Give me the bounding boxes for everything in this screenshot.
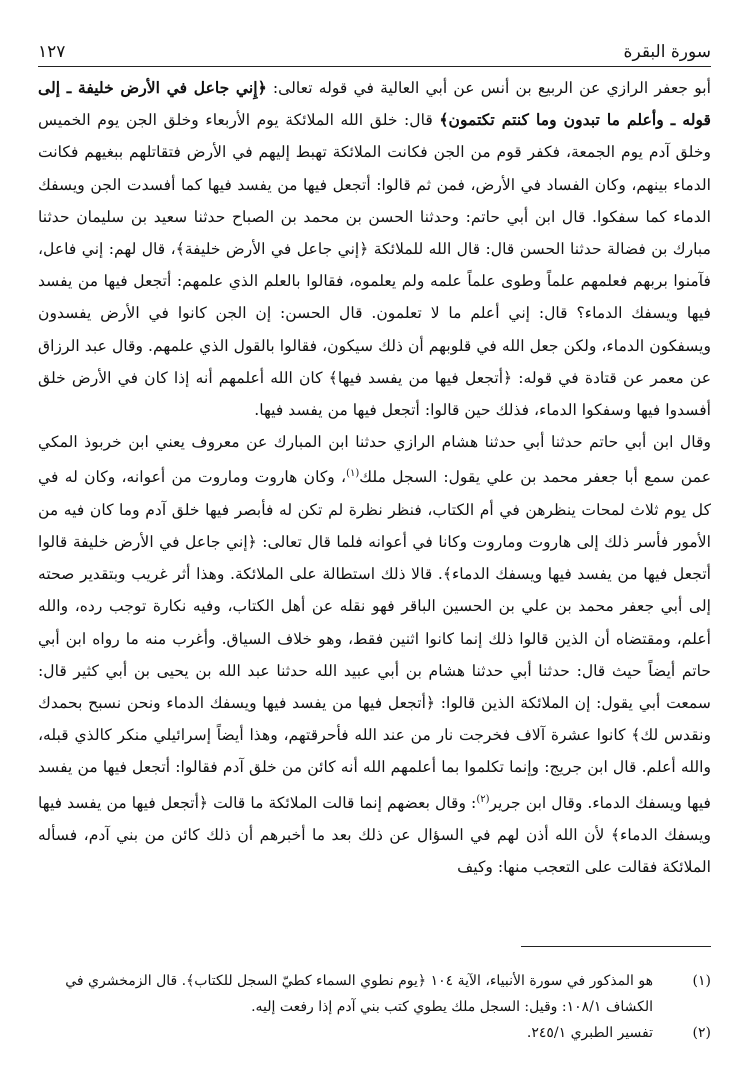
page-number: ١٢٧ — [38, 42, 66, 62]
text-run: ، وكان هاروت وماروت من أعوانه، وكان له في كل يوم ثلاث لمحات ينظرهن في أم الكتاب، فنظر نظرة لم تكن له فأبصر فيها خلق آدم وما كان فيه من الأمور فأسر ذلك إلى هاروت وماروت وكانا في أعوانه فلما قال تعالى: ﴿إني جاعل في الأرض خليفة قالوا أتجعل فيها من يفسد فيها ويسفك الدماء﴾. قالا ذلك استطالة على الملائكة. وهذا أثر غريب وبتقدير صحته إلى أبي جعفر محمد بن علي بن الحسين الباقر فهو نقله عن أهل الكتاب، وفيه نكارة توجب رده، والله أعلم، ومقتضاه أن الذين قالوا ذلك إنما كانوا اثنين فقط، وهو خلاف السياق. وأغرب منه ما رواه ابن أبي حاتم أيضاً حيث قال: حدثنا أبي حدثنا هشام بن أبي عبيد الله حدثنا عبد الله بن يحيى بن أبي كثير قال: سمعت أبي يقول: إن الملائكة الذين قالوا: ﴿أتجعل فيها من يفسد فيها ويسفك الدماء ونحن نسبح بحمدك ونقدس لك﴾ كانوا عشرة آلاف فخرجت نار من عند الله فأحرقتهم، وهذا أيضاً إسرائيلي منكر كالذي قبله، والله أعلم. قال ابن جريج: وإنما تكلموا بما أعلمهم الله أنه كائن من خلق آدم فقالوا: أتجعل فيها من يفسد فيها ويسفك الدماء. وقال ابن جرير — [38, 468, 711, 812]
text-run: قال: خلق الله الملائكة يوم الأربعاء وخلق الجن يوم الخميس وخلق آدم يوم الجمعة، فكفر قوم من الجن فكانت الملائكة تهبط إليهم في الأرض فتقاتلهم ببغيهم فكانت الدماء بينهم، وكان الفساد في الأرض، فمن ثم قالوا: أتجعل فيها من يفسد فيها كما أفسدت الجن ويسفك الدماء كما سفكوا. قال ابن أبي حاتم: وحدثنا الحسن بن محمد بن الصباح حدثنا سعيد بن سليمان حدثنا مبارك بن فضالة حدثنا الحسن قال: قال الله للملائكة ﴿إني جاعل في الأرض خليفة﴾، قال لهم: إني فاعل، فآمنوا بربهم فعلمهم علماً وطوى علماً علمه ولم يعلموه، فقالوا بالعلم الذي علمهم: أتجعل فيها من يفسد فيها ويسفك الدماء؟ قال: إني أعلم ما لا تعلمون. قال الحسن: إن الجن كانوا في الأرض يفسدون ويسفكون الدماء، ولكن جعل الله في قلوبهم أن ذلك سيكون، فقالوا بالقول الذي علمهم. وقال عبد الرزاق عن معمر عن قتادة في قوله: ﴿أتجعل فيها من يفسد فيها﴾ كان الله أعلمهم أنه إذا كان في الأرض خلق أفسدوا فيها وسفكوا الدماء، فذلك حين قالوا: أتجعل فيها من يفسد فيها. — [38, 111, 711, 420]
footnote-text: هو المذكور في سورة الأنبياء، الآية ١٠٤ ﴿يوم نطوي السماء كطيّ السجل للكتاب﴾. قال الزمخشري في الكشاف ١٠٨/١: وقيل: السجل ملك يطوي كتب بني آدم إذا رفعت إليه. — [65, 973, 653, 1015]
quran-quote: ﴿إِني جاعل في الأرض خليفة ـ إلى قوله ـ وأعلم ما تبدون وما كنتم تكتمون﴾ — [38, 78, 711, 130]
footnote-text: تفسير الطبري ٢٤٥/١. — [526, 1025, 653, 1041]
header-divider — [38, 66, 711, 67]
footnotes — [38, 968, 711, 1046]
text-run: : وقال بعضهم إنما قالت الملائكة ما قالت ﴿أتجعل فيها من يفسد فيها ويسفك الدماء﴾ لأن الله أذن لهم في السؤال عن ذلك بعد ما أخبرهم أن ذلك كائن من بني آدم، فسأله الملائكة فقالت على التعجب منها: وكيف — [38, 793, 711, 877]
running-header — [38, 36, 711, 62]
main-text — [38, 72, 711, 883]
surah-title: سورة البقرة — [623, 42, 711, 62]
footnote-ref: (٢) — [476, 793, 490, 805]
footnote-divider — [521, 946, 711, 947]
footnote-number: (٢) — [692, 1025, 711, 1041]
text-run: وقال ابن أبي حاتم حدثنا أبي حدثنا هشام الرازي حدثنا ابن المبارك عن معروف يعني ابن خربوذ المكي عمن سمع أبا جعفر محمد بن علي يقول: السجل ملك — [38, 433, 711, 487]
text-run: أبو جعفر الرازي عن الربيع بن أنس عن أبي العالية في قوله تعالى: — [266, 79, 711, 97]
paragraph — [38, 426, 711, 883]
footnote — [38, 968, 711, 1020]
footnote-number: (١) — [692, 973, 711, 989]
paragraph — [38, 72, 711, 426]
footnote-ref: (١) — [346, 468, 360, 480]
footnote — [38, 1020, 711, 1046]
